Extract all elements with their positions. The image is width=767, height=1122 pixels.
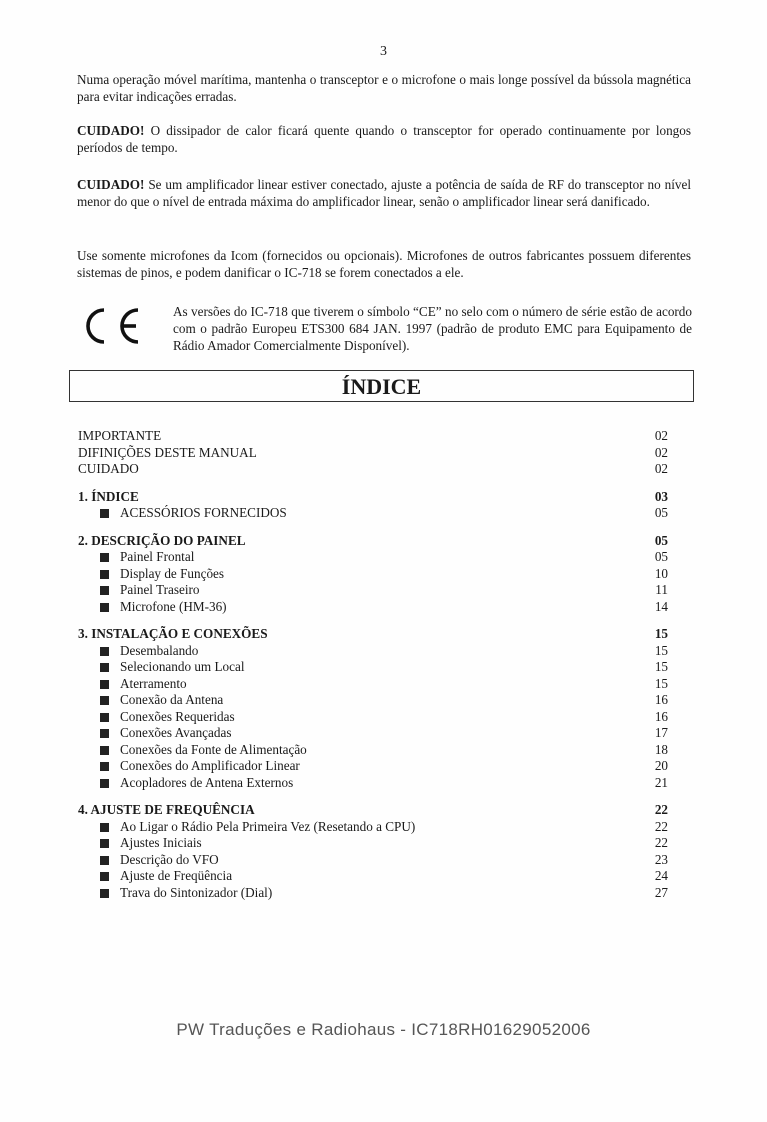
caution-label: CUIDADO!	[77, 177, 145, 192]
paragraph-caution-heat	[77, 122, 691, 156]
toc-section[interactable]: 4. AJUSTE DE FREQUÊNCIA 22	[78, 802, 668, 817]
toc-row[interactable]: IMPORTANTE 02	[78, 428, 668, 443]
toc-section[interactable]: 1. ÍNDICE 03	[78, 488, 668, 504]
toc-section[interactable]: 3. INSTALAÇÃO E CONEXÕES 15	[78, 626, 668, 641]
toc-subitem[interactable]: Conexões Requeridas 16	[78, 709, 668, 726]
caution-label: CUIDADO!	[77, 123, 145, 138]
toc-subitem[interactable]: Painel Frontal 05	[78, 549, 668, 566]
toc-subitem[interactable]: Acopladores de Antena Externos 21	[78, 775, 668, 792]
bullet-icon	[100, 663, 109, 672]
toc-section[interactable]: 2. DESCRIÇÃO DO PAINEL 05	[78, 532, 668, 548]
paragraph-caution-amplifier	[77, 176, 691, 210]
toc-subitem[interactable]: Conexões da Fonte de Alimentação 18	[78, 742, 668, 759]
paragraph-marine: Numa operação móvel marítima, mantenha o transceptor e o microfone o mais longe possível da bússola magnética para evitar indicações erradas.	[77, 72, 691, 104]
toc-subitem[interactable]: Conexões Avançadas 17	[78, 725, 668, 742]
bullet-icon	[100, 509, 109, 518]
bullet-icon	[100, 586, 109, 595]
toc-subitem[interactable]: Painel Traseiro 11	[78, 582, 668, 599]
paragraph-microphones: Use somente microfones da Icom (fornecidos ou opcionais). Microfones de outros fabricantes possuem diferentes sistemas de pinos, e podem danificar o IC-718 se forem conectados a ele.	[77, 248, 691, 280]
bullet-icon	[100, 603, 109, 612]
page-number: 3	[380, 44, 387, 59]
bullet-icon	[100, 729, 109, 738]
bullet-icon	[100, 779, 109, 788]
bullet-icon	[100, 856, 109, 865]
toc-subitem[interactable]: Descrição do VFO 23	[78, 852, 668, 869]
toc-subitem[interactable]: Display de Funções 10	[78, 566, 668, 583]
bullet-icon	[100, 839, 109, 848]
toc-subitem[interactable]: Ao Ligar o Rádio Pela Primeira Vez (Resetando a CPU) 22	[78, 819, 668, 836]
toc-row[interactable]: CUIDADO 02	[78, 461, 668, 476]
footer-credit: PW Traduções e Radiohaus - IC718RH01629052006	[176, 1020, 591, 1039]
bullet-icon	[100, 696, 109, 705]
toc-subitem[interactable]: Desembalando 15	[78, 643, 668, 660]
caution-text: O dissipador de calor ficará quente quando o transceptor for operado continuamente por longos períodos de tempo.	[77, 123, 691, 155]
caution-text: Se um amplificador linear estiver conectado, ajuste a potência de saída de RF do transceptor no nível menor do que o nível de entrada máxima do amplificador linear, senão o amplificador linear será danificado.	[77, 177, 691, 209]
bullet-icon	[100, 823, 109, 832]
bullet-icon	[100, 746, 109, 755]
toc-subitem[interactable]: ACESSÓRIOS FORNECIDOS 05	[78, 505, 668, 522]
toc-row[interactable]: DIFINIÇÕES DESTE MANUAL 02	[78, 444, 668, 460]
toc-subitem[interactable]: Ajustes Iniciais 22	[78, 835, 668, 852]
table-of-contents	[78, 428, 668, 901]
bullet-icon	[100, 647, 109, 656]
toc-subitem[interactable]: Aterramento 15	[78, 676, 668, 693]
bullet-icon	[100, 872, 109, 881]
toc-subitem[interactable]: Conexões do Amplificador Linear 20	[78, 758, 668, 775]
bullet-icon	[100, 889, 109, 898]
index-title: ÍNDICE	[69, 370, 694, 402]
bullet-icon	[100, 762, 109, 771]
ce-logo-icon	[78, 304, 148, 348]
toc-subitem[interactable]: Selecionando um Local 15	[78, 659, 668, 676]
bullet-icon	[100, 713, 109, 722]
toc-subitem[interactable]: Ajuste de Freqüência 24	[78, 868, 668, 885]
bullet-icon	[100, 553, 109, 562]
toc-subitem[interactable]: Conexão da Antena 16	[78, 692, 668, 709]
ce-compliance-text: As versões do IC-718 que tiverem o símbolo “CE” no selo com o número de série estão de acordo com o padrão Europeu ETS300 684 JAN. 1997 (padrão de produto EMC para Equipamento de Rádio Amador Comercialmente Disponível).	[173, 304, 692, 353]
bullet-icon	[100, 680, 109, 689]
toc-subitem[interactable]: Trava do Sintonizador (Dial) 27	[78, 885, 668, 902]
toc-subitem[interactable]: Microfone (HM-36) 14	[78, 599, 668, 616]
bullet-icon	[100, 570, 109, 579]
